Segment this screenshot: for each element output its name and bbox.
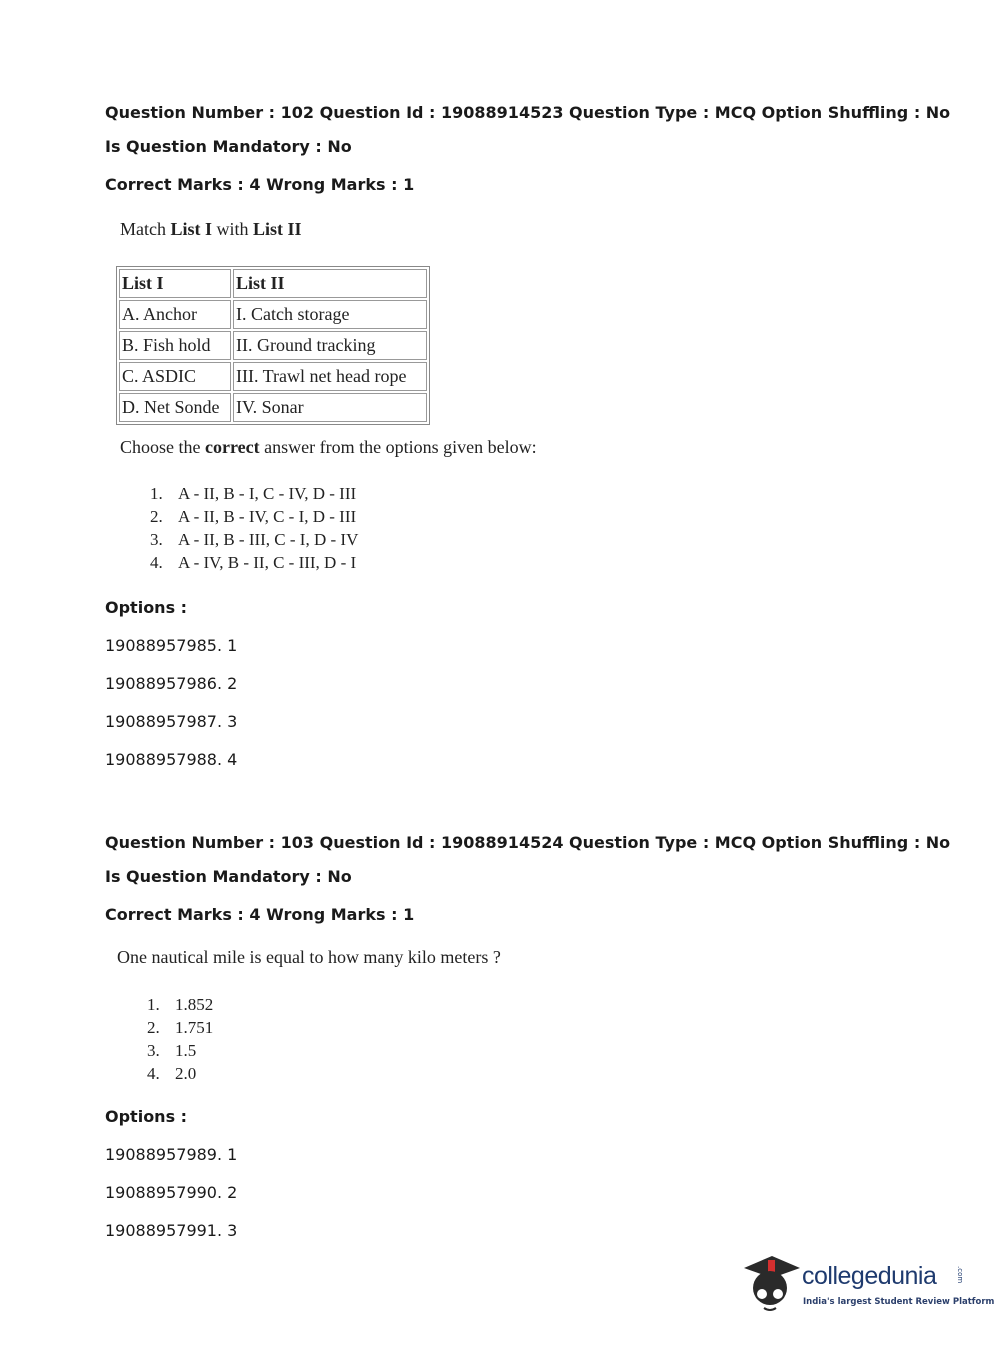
answer-item: 2. 1.751 (147, 1018, 214, 1037)
table-header-list-1: List I (119, 269, 231, 298)
answer-item: 4. 2.0 (147, 1064, 197, 1083)
logo-tagline: India's largest Student Review Platform (803, 1297, 995, 1307)
table-cell: II. Ground tracking (233, 331, 427, 360)
table-cell: I. Catch storage (233, 300, 427, 329)
match-table (116, 266, 430, 425)
collegedunia-logo (740, 1250, 995, 1316)
options-label: Options : (105, 598, 188, 617)
question-marks: Correct Marks : 4 Wrong Marks : 1 (105, 905, 415, 924)
answer-item: 3. A - II, B - III, C - I, D - IV (150, 530, 359, 549)
table-cell: B. Fish hold (119, 331, 231, 360)
mascot-icon (740, 1250, 804, 1316)
logo-domain-suffix: .com (956, 1266, 964, 1284)
answer-item: 4. A - IV, B - II, C - III, D - I (150, 553, 357, 572)
answer-item: 2. A - II, B - IV, C - I, D - III (150, 507, 357, 526)
option-item: 19088957986. 2 (105, 674, 238, 693)
table-row (119, 331, 427, 360)
answer-item: 3. 1.5 (147, 1041, 197, 1060)
option-item: 19088957989. 1 (105, 1145, 238, 1164)
question-stem: Match List I with List II (120, 219, 302, 239)
answer-item: 1. 1.852 (147, 995, 214, 1014)
question-header: Question Number : 102 Question Id : 19088914523 Question Type : MCQ Option Shuffling : No (105, 103, 951, 122)
question-mandatory: Is Question Mandatory : No (105, 867, 352, 886)
option-item: 19088957988. 4 (105, 750, 238, 769)
table-header-list-2: List II (233, 269, 427, 298)
option-item: 19088957987. 3 (105, 712, 238, 731)
option-item: 19088957990. 2 (105, 1183, 238, 1202)
question-marks: Correct Marks : 4 Wrong Marks : 1 (105, 175, 415, 194)
options-label: Options : (105, 1107, 188, 1126)
table-row (119, 393, 427, 422)
answer-list (147, 993, 213, 1085)
option-item: 19088957985. 1 (105, 636, 238, 655)
option-item: 19088957991. 3 (105, 1221, 238, 1240)
question-stem: One nautical mile is equal to how many kilo meters ? (117, 947, 501, 967)
answer-list (150, 482, 358, 574)
table-row (119, 362, 427, 391)
table-cell: D. Net Sonde (119, 393, 231, 422)
question-instruction: Choose the correct answer from the options given below: (120, 437, 537, 457)
table-cell: IV. Sonar (233, 393, 427, 422)
answer-item: 1. A - II, B - I, C - IV, D - III (150, 484, 357, 503)
table-cell: III. Trawl net head rope (233, 362, 427, 391)
table-cell: A. Anchor (119, 300, 231, 329)
table-header-row (119, 269, 427, 298)
question-mandatory: Is Question Mandatory : No (105, 137, 352, 156)
table-row (119, 300, 427, 329)
logo-wordmark: collegedunia (802, 1262, 937, 1290)
table-cell: C. ASDIC (119, 362, 231, 391)
question-header: Question Number : 103 Question Id : 19088914524 Question Type : MCQ Option Shuffling : No (105, 833, 951, 852)
